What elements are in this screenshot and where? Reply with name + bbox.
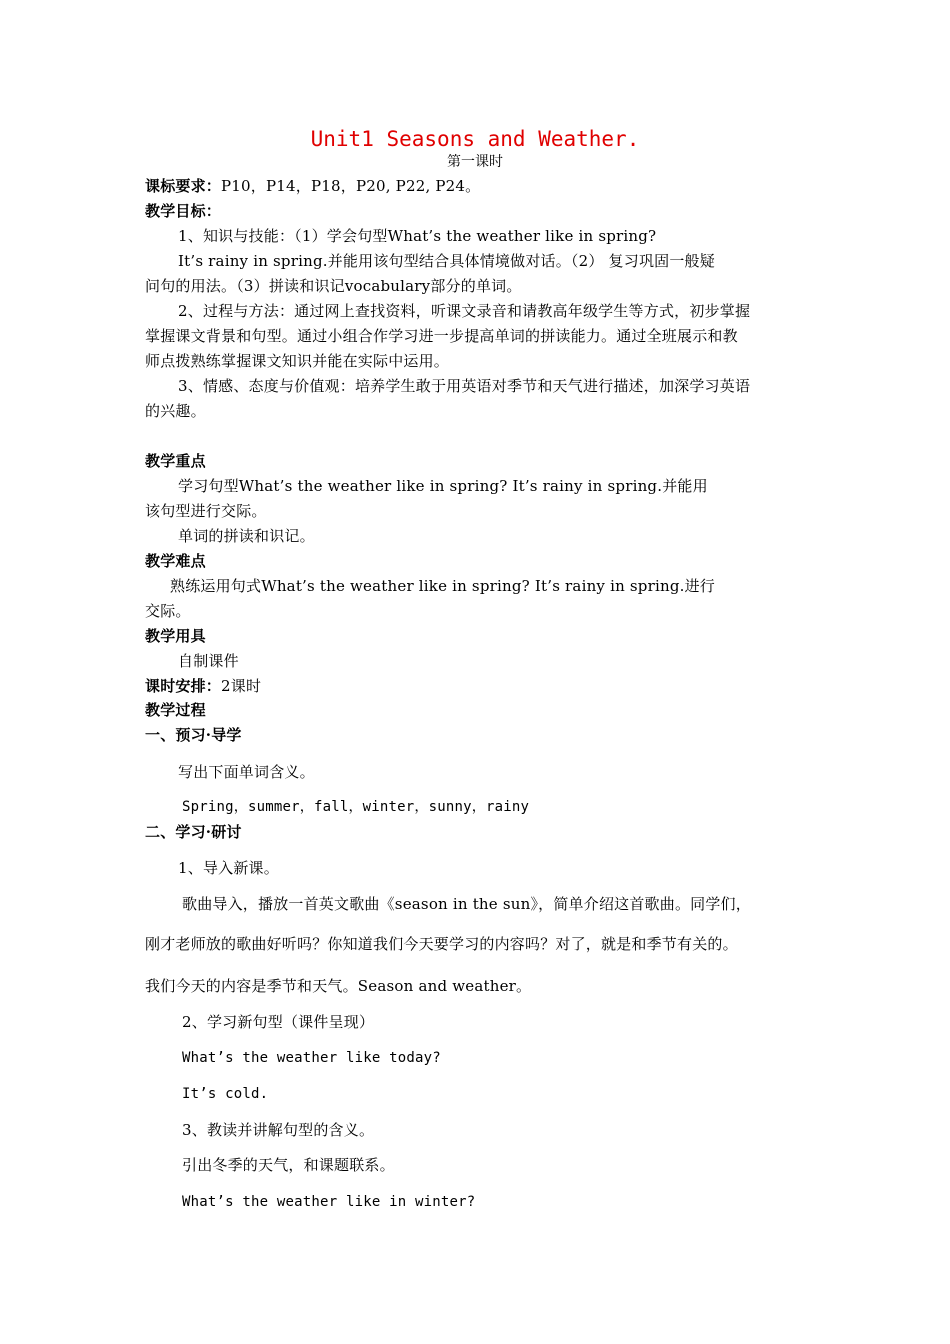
study-line: 我们今天的内容是季节和天气。Season and weather。 bbox=[145, 977, 532, 995]
key-point-line: 该句型进行交际。 bbox=[145, 502, 267, 520]
study-sentence: It’s cold. bbox=[182, 1086, 269, 1102]
requirements-text: P10，P14，P18，P20, P22, P24。 bbox=[221, 177, 481, 195]
tools-heading: 教学用具 bbox=[145, 627, 206, 645]
objectives-heading: 教学目标： bbox=[145, 202, 222, 220]
key-point-line: 学习句型What’s the weather like in spring? It’s rainy in spring.并能用 bbox=[178, 477, 708, 495]
schedule-label: 课时安排： bbox=[145, 677, 222, 695]
study-sentence: What’s the weather like in winter? bbox=[182, 1194, 476, 1210]
difficulties-heading: 教学难点 bbox=[145, 552, 206, 570]
schedule-line bbox=[145, 676, 261, 696]
study-line: 刚才老师放的歌曲好听吗？你知道我们今天要学习的内容吗？对了，就是和季节有关的。 bbox=[145, 935, 738, 953]
objective-line: 1、知识与技能：（1）学会句型What’s the weather like in spring? bbox=[178, 227, 657, 245]
schedule-text: 2课时 bbox=[221, 677, 262, 695]
document-title: Unit1 Seasons and Weather. bbox=[310, 127, 640, 151]
process-heading: 教学过程 bbox=[145, 701, 206, 719]
objective-line: 师点拨熟练掌握课文知识并能在实际中运用。 bbox=[145, 352, 450, 370]
objective-line: 3、情感、态度与价值观：培养学生敢于用英语对季节和天气进行描述，加深学习英语 bbox=[178, 377, 751, 395]
objective-line: 的兴趣。 bbox=[145, 402, 206, 420]
difficulty-line: 交际。 bbox=[145, 602, 191, 620]
requirements-line bbox=[145, 176, 480, 196]
preview-line: 写出下面单词含义。 bbox=[178, 763, 315, 781]
requirements-label: 课标要求： bbox=[145, 177, 222, 195]
objective-line: 2、过程与方法：通过网上查找资料，听课文录音和请教高年级学生等方式，初步掌握 bbox=[178, 302, 751, 320]
objective-line: 问句的用法。（3）拼读和识记vocabulary部分的单词。 bbox=[145, 277, 522, 295]
tools-line: 自制课件 bbox=[178, 652, 239, 670]
key-point-line: 单词的拼读和识记。 bbox=[178, 527, 315, 545]
difficulty-line: 熟练运用句式What’s the weather like in spring? It’s rainy in spring.进行 bbox=[170, 577, 716, 595]
study-line: 1、导入新课。 bbox=[178, 859, 279, 877]
section-study-heading: 二、学习·研讨 bbox=[145, 823, 242, 841]
lesson-period: 第一课时 bbox=[447, 154, 503, 170]
objective-line: It’s rainy in spring.并能用该句型结合具体情境做对话。（2） 复习巩固一般疑 bbox=[178, 252, 715, 270]
study-line: 引出冬季的天气，和课题联系。 bbox=[182, 1156, 395, 1174]
preview-words: Spring，summer，fall，winter，sunny，rainy bbox=[182, 799, 530, 815]
study-line: 3、教读并讲解句型的含义。 bbox=[182, 1121, 375, 1139]
study-sentence: What’s the weather like today? bbox=[182, 1050, 441, 1066]
study-line: 2、学习新句型（课件呈现） bbox=[182, 1013, 375, 1031]
objective-line: 掌握课文背景和句型。通过小组合作学习进一步提高单词的拼读能力。通过全班展示和教 bbox=[145, 327, 738, 345]
key-points-heading: 教学重点 bbox=[145, 452, 206, 470]
section-preview-heading: 一、预习·导学 bbox=[145, 726, 242, 744]
study-line: 歌曲导入，播放一首英文歌曲《season in the sun》，简单介绍这首歌曲。同学们， bbox=[182, 895, 751, 913]
